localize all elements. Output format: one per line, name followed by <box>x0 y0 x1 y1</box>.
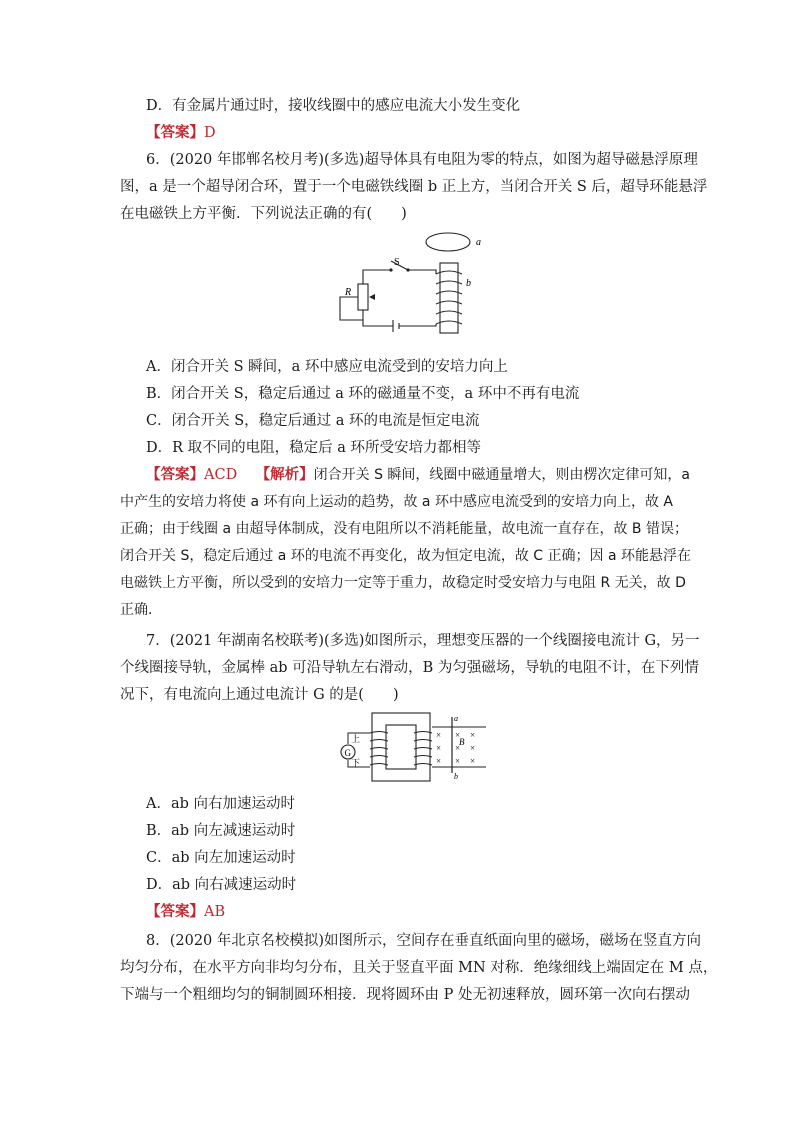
q6-stem-line-1: 6．(2020 年邯郸名校月考)(多选)超导体具有电阻为零的特点，如图为超导磁悬浮原理 <box>146 152 698 168</box>
svg-text:×: × <box>470 756 476 766</box>
svg-text:×: × <box>470 743 476 753</box>
analysis-line-1: 闭合开关 S 瞬间，线圈中磁通量增大，则由楞次定律可知，a <box>313 467 691 483</box>
svg-text:×: × <box>436 730 442 740</box>
q7-option-d: D．ab 向右减速运动时 <box>146 877 297 893</box>
q7-stem-line-1: 7．(2021 年湖南名校联考)(多选)如图所示，理想变压器的一个线圈接电流计 G，另一 <box>146 633 700 649</box>
answer-value: D <box>204 125 216 141</box>
ring-label: a <box>476 237 481 248</box>
svg-text:×: × <box>455 756 461 766</box>
secondary-coil <box>414 732 432 766</box>
analysis-line-3: 正确；由于线圈 a 由超导体制成，没有电阻所以不消耗能量，故电流一直存在，故 B 错误； <box>120 521 688 537</box>
q8-stem-line-3: 下端与一个粗细均匀的铜制圆环相接．现将圆环由 P 处无初速释放，圆环第一次向右摆动 <box>120 987 690 1003</box>
q7-answer <box>146 903 225 921</box>
transformer-core-inner <box>386 725 416 769</box>
q6-option-d: D．R 取不同的电阻，稳定后 a 环所受安培力都相等 <box>146 440 482 456</box>
q6-option-b: B．闭合开关 S，稳定后通过 a 环的磁通量不变，a 环中不再有电流 <box>146 386 580 402</box>
answer-tag: 【答案】 <box>146 466 204 483</box>
q6-option-c: C．闭合开关 S，稳定后通过 a 环的电流是恒定电流 <box>146 413 480 429</box>
q6-answer-line <box>146 466 690 484</box>
svg-text:×: × <box>455 743 461 753</box>
label-down: 下 <box>351 758 361 768</box>
q6-stem-line-2: 图，a 是一个超导闭合环，置于一个电磁铁线圈 b 正上方，当闭合开关 S 后，超导环能悬浮 <box>120 179 708 195</box>
primary-coil <box>370 732 388 766</box>
q6-option-a: A．闭合开关 S 瞬间，a 环中感应电流受到的安培力向上 <box>146 359 508 375</box>
svg-text:×: × <box>436 743 442 753</box>
q5-option-d: D．有金属片通过时，接收线圈中的感应电流大小发生变化 <box>146 98 521 114</box>
transformer-core-outer <box>372 713 430 781</box>
q8-stem-line-1: 8．(2020 年北京名校模拟)如图所示，空间存在垂直纸面向里的磁场，磁场在竖直方向 <box>146 933 702 949</box>
answer-tag: 【答案】 <box>146 903 204 920</box>
q7-stem-line-3: 况下，有电流向上通过电流计 G 的是( ) <box>120 687 399 703</box>
analysis-line-6: 正确． <box>120 602 162 618</box>
svg-text:×: × <box>455 730 461 740</box>
coil-label: b <box>466 278 471 289</box>
circuit-wires <box>340 261 436 332</box>
answer-value: AB <box>204 904 226 920</box>
answer-value: ACD <box>204 467 238 483</box>
analysis-line-2: 中产生的安培力将使 a 环有向上运动的趋势，故 a 环中感应电流受到的安培力向上，故 A <box>120 494 673 510</box>
analysis-line-4: 闭合开关 S，稳定后通过 a 环的电流不再变化，故为恒定电流，故 C 正确；因 a 环能悬浮在 <box>120 548 691 564</box>
svg-text:×: × <box>436 756 442 766</box>
magnetic-field-crosses <box>436 730 475 766</box>
field-label-b: B <box>459 737 465 747</box>
electromagnet-core <box>440 263 458 333</box>
q5-answer <box>146 124 216 142</box>
q7-option-b: B．ab 向左减速运动时 <box>146 823 296 839</box>
switch-label: S <box>394 257 400 268</box>
q7-transformer-rails-figure <box>334 709 494 785</box>
q7-stem-line-2: 个线圈接导轨，金属棒 ab 可沿导轨左右滑动，B 为匀强磁场，导轨的电阻不计，在下列情 <box>120 660 699 676</box>
superconducting-ring <box>426 233 470 251</box>
rod-end-a: a <box>454 714 458 723</box>
resistor-label: R <box>345 287 352 298</box>
q7-option-a: A．ab 向右加速运动时 <box>146 796 296 812</box>
q6-maglev-circuit-figure <box>328 228 498 348</box>
rod-end-b: b <box>454 772 458 781</box>
q7-option-c: C．ab 向左加速运动时 <box>146 850 296 866</box>
answer-tag: 【答案】 <box>146 124 204 141</box>
analysis-tag: 【解析】 <box>255 466 314 483</box>
galvanometer-label: G <box>344 748 351 758</box>
q8-stem-line-2: 均匀分布，在水平方向非均匀分布，且关于竖直平面 MN 对称．绝缘细线上端固定在 M 点， <box>120 960 718 976</box>
label-up: 上 <box>351 734 361 744</box>
svg-text:×: × <box>470 730 476 740</box>
q6-stem-line-3: 在电磁铁上方平衡．下列说法正确的有( ) <box>120 206 407 222</box>
analysis-line-5: 电磁铁上方平衡，所以受到的安培力一定等于重力，故稳定时受安培力与电阻 R 无关，故 D <box>120 575 686 591</box>
